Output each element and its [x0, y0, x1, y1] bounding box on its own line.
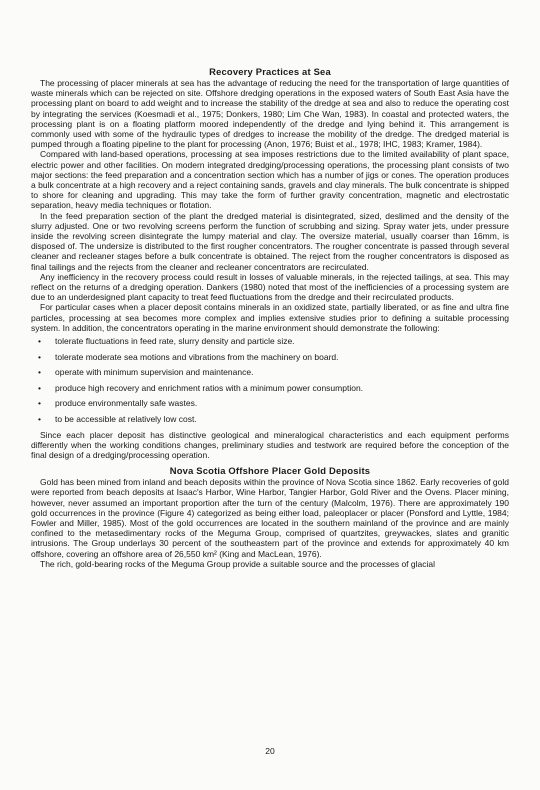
paragraph: Since each placer deposit has distinctive geological and mineralogical characteristics and each equipment performs differently when the working conditions changes, preliminary studies and testwork are required before the conception of the final design of a dredging/processing operation. [31, 429, 509, 461]
paragraph: For particular cases when a placer deposit contains minerals in an oxidized state, partially liberated, or as fine and ultra fine particles, processing at sea becomes more complex and implies extensive studies prior to defining a suitable processing system. In addition, the concentrators operating in the marine environment should demonstrate the following: [31, 302, 509, 333]
paragraph: Any inefficiency in the recovery process could result in losses of valuable minerals, in the rejected tailings, at sea. This may reflect on the returns of a dredging operation. Dankers (1980) noted that most of the inefficiencies of a processing system are due to an underdesigned plant capacity to treat feed fluctuations from the dredge and their recirculated products. [31, 271, 509, 303]
page-body [31, 66, 509, 569]
page-number: 20 [265, 746, 275, 756]
bullet-icon: • [38, 382, 41, 393]
list-item-text: operate with minimum supervision and maintenance. [55, 367, 254, 378]
list-item [31, 336, 509, 346]
list-item-text: tolerate fluctuations in feed rate, slurry density and particle size. [55, 336, 295, 347]
section-heading-recovery: Recovery Practices at Sea [209, 66, 331, 77]
list-item [31, 383, 509, 393]
bullet-icon: • [38, 414, 41, 425]
list-item [31, 398, 509, 408]
list-item-text: produce high recovery and enrichment ratios with a minimum power consumption. [55, 382, 364, 393]
list-item [31, 352, 509, 362]
bullet-icon: • [38, 367, 41, 378]
list-item-text: tolerate moderate sea motions and vibrations from the machinery on board. [55, 351, 339, 362]
paragraph: In the feed preparation section of the plant the dredged material is disintegrated, sized, deslimed and the density of the slurry adjusted. One or two revolving screens perform the function of scrubbing and sizing. Spray water jets, under pressure inside the revolving screen disintegrate the lumpy material and clay. The oversize material, usually coarser than 16mm, is disposed of. The undersize is distributed to the first rougher concentrators. The rougher concentrate is passed through several cleaner and recleaner stages before a bulk concentrate is obtained. The reject from the rougher concentrators is disposed as final tailings and the rejects from the cleaner and recleaner concentrators are recirculated. [31, 210, 509, 272]
bullet-icon: • [38, 398, 41, 409]
bullet-icon: • [38, 351, 41, 362]
paragraph: Gold has been mined from inland and beach deposits within the province of Nova Scotia since 1862. Early recoveries of gold were reported from beach deposits at Isaac's Harbor, Wine Harbor, Tangier Harbor, Gold River and the Ovens. Placer mining, however, never assumed an important proportion after the turn of the century (Malcolm, 1976). There are approximately 190 gold occurrences in the province (Figure 4) categorized as being either load, paleoplacer or placer (Ponsford and Lyttle, 1984; Fowler and Miller, 1985). Most of the gold occurrences are located in the southern mainland of the province and are mainly confined to the metasedimentary rocks of the Meguma Group, comprised of quartzites, greywackes, slates and granitic intrusions. The Group underlays 30 percent of the southeastern part of the province and extends for approximately 40 km offshore, covering an offshore area of 26,550 km² (King and MacLean, 1976). [31, 477, 509, 559]
list-item-text: to be accessible at relatively low cost. [55, 414, 197, 425]
list-item [31, 367, 509, 377]
paragraph: The rich, gold-bearing rocks of the Meguma Group provide a suitable source and the processes of glacial [40, 558, 435, 569]
bullet-icon: • [38, 336, 41, 347]
paragraph: The processing of placer minerals at sea has the advantage of reducing the need for the transportation of large quantities of waste minerals which can be rejected on site. Offshore dredging operations in the exposed waters of South East Asia have the processing plant on board to add weight and to increase the stability of the dredge at sea and also to reduce the operating cost by integrating the services (Koesmadi et al., 1975; Donkers, 1980; Lim Che Wan, 1983). In coastal and protected waters, the processing plant is on a floating platform moored independently of the dredge and lying behind it. This arrangement is commonly used with some of the hydraulic types of dredges to increase the mobility of the dredge. The dredged material is pumped through a floating pipeline to the plant for processing (Anon, 1976; Buist et al., 1978; IHC, 1983; Kramer, 1984). [31, 78, 509, 150]
list-item [31, 414, 509, 424]
section-heading-nova-scotia: Nova Scotia Offshore Placer Gold Deposits [169, 465, 371, 477]
requirements-list [31, 336, 509, 424]
list-item-text: produce environmentally safe wastes. [55, 398, 198, 409]
paragraph: Compared with land-based operations, processing at sea imposes restrictions due to the limited availability of plant space, electric power and other facilities. On modern integrated dredging/processing operations, the processing plant consists of two major sections: the feed preparation and a concentration section which has a number of jigs or cones. The operation produces a bulk concentrate at a high recovery and a reject containing sands, gravels and clay minerals. The bulk concentrate is shipped to shore for cleaning and upgrading. This may take the form of further gravity concentration, magnetic and electrostatic separation, heavy media techniques or flotation. [31, 149, 509, 211]
